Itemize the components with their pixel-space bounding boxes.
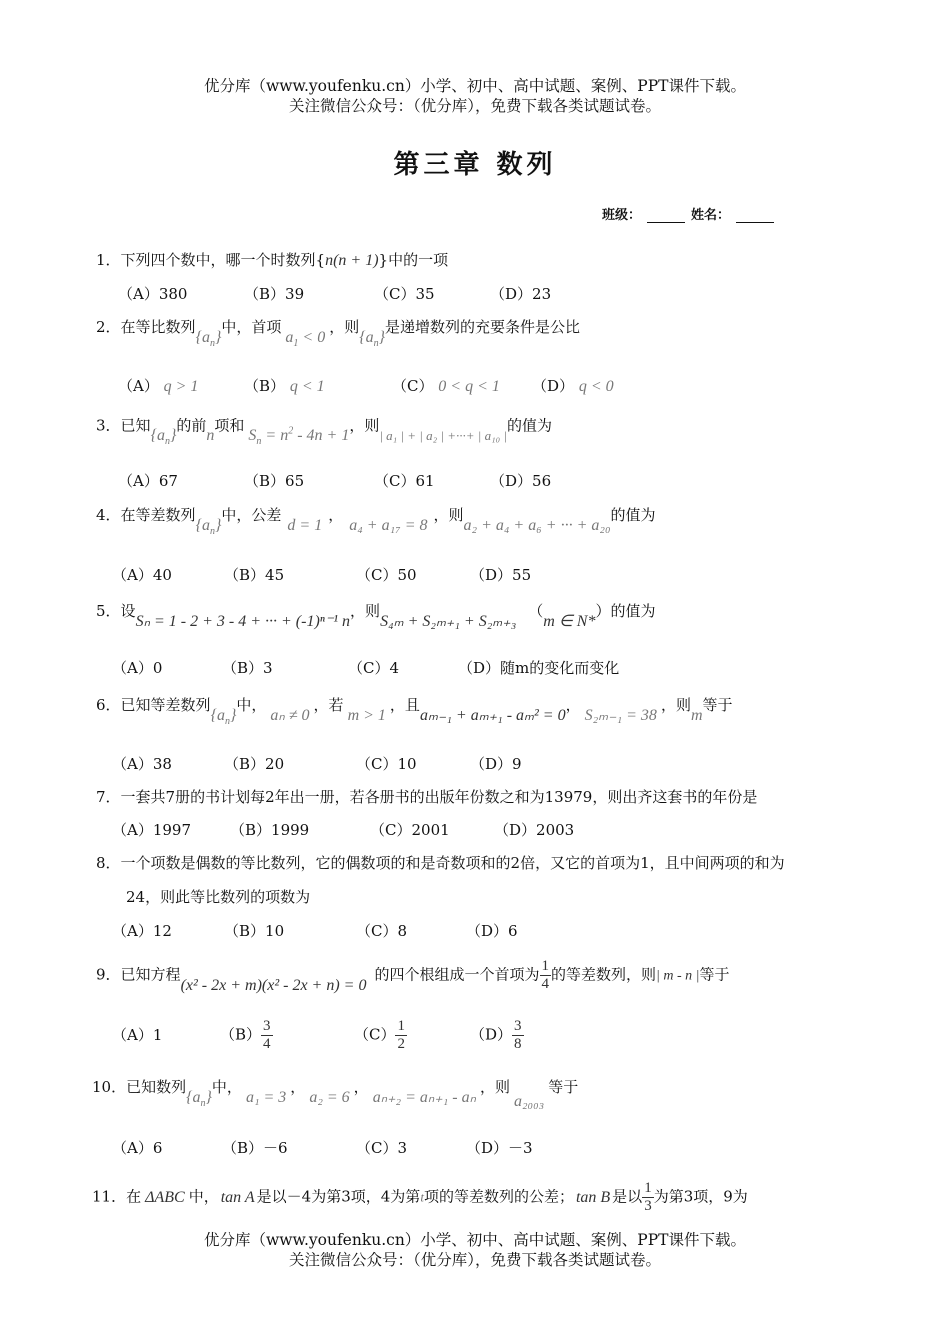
q9-text-c: 的等差数列，则 (551, 965, 657, 984)
q4-option-d: （D）55 (470, 566, 532, 584)
q10-text-a: 已知数列 (126, 1078, 187, 1096)
q5-sum-expr: S₄ₘ + S₂ₘ₊₁ + S₂ₘ₊₃ (380, 613, 517, 630)
question-10 (92, 1076, 579, 1110)
q2-option-b: （B） q < 1 (244, 377, 325, 395)
q9-option-d: （D） $\frac{3}{8}$ (470, 1018, 522, 1052)
q7-option-b: （B）1999 (230, 821, 310, 839)
q11-number: 11． (92, 1187, 127, 1206)
q10-option-d: （D）－3 (466, 1139, 533, 1157)
q10-option-c: （C）3 (356, 1139, 408, 1157)
q8-option-b: （B）10 (224, 922, 285, 940)
q3-option-a: （A）67 (118, 472, 178, 490)
q1-expr: n(n + 1) (325, 252, 379, 269)
q5-m-in: m ∈ N* (543, 613, 596, 630)
q11-text-c: 是以－4为第3项，4为第 (256, 1187, 421, 1206)
q1-text-b: }中的一项 (378, 251, 449, 269)
q4-cond-expr: a₄ + a₁₇ = 8 (349, 517, 428, 534)
q3-text-a: 已知 (120, 416, 151, 435)
header-line-1: 优分库（www.youfenku.cn）小学、初中、高中试题、案例、PPT课件下载。 (203, 77, 747, 95)
q8-option-d: （D）6 (466, 922, 518, 940)
footer-line-1: 优分库（www.youfenku.cn）小学、初中、高中试题、案例、PPT课件下载。 (203, 1231, 747, 1249)
q6-e1: aₙ ≠ 0 (270, 707, 310, 724)
q1-option-b: （B）39 (244, 285, 305, 303)
q11-text-e: 是以 (612, 1187, 643, 1206)
question-3 (96, 411, 552, 448)
q5-option-a: （A）0 (112, 659, 163, 677)
q6-text-g: 等于 (702, 696, 733, 714)
q5-option-d: （D）随m的变化而变化 (458, 659, 620, 677)
q9-text-a: 已知方程 (120, 965, 181, 984)
question-5 (96, 600, 656, 630)
q2-option-d: （D） q < 0 (532, 377, 614, 395)
q3-seq: $\{a_n\}$ (150, 427, 177, 448)
q11-text-b: 中， (188, 1187, 219, 1206)
q8-option-c: （C）8 (356, 922, 408, 940)
header-line-2: 关注微信公众号：（优分库），免费下载各类试题试卷。 (288, 97, 661, 115)
class-blank (647, 210, 685, 223)
q5-option-b: （B）3 (222, 659, 273, 677)
q11-tanB: tan B (575, 1188, 611, 1206)
q3-number: 3． (96, 416, 121, 435)
question-8-line-2: 24，则此等比数列的项数为 (126, 888, 311, 906)
question-8 (96, 852, 785, 874)
q2-text-d: 是递增数列的充要条件是公比 (385, 318, 581, 336)
question-4 (96, 504, 656, 538)
q10-seq: $\{a_n\}$ (186, 1089, 212, 1110)
q5-option-c: （C）4 (348, 659, 400, 677)
question-2 (96, 316, 581, 350)
q2-cond: $a_1 < 0$ (285, 329, 326, 350)
q5-text-d: ）的值为 (595, 602, 656, 620)
q2-option-a: （A） q > 1 (118, 377, 199, 395)
q2-text-c: ，则 (329, 318, 360, 336)
q11-triangle: ΔABC (145, 1188, 185, 1206)
q4-option-c: （C）50 (356, 566, 417, 584)
q4-option-b: （B）45 (224, 566, 285, 584)
q11-text-d: 项的等差数列的公差； (423, 1187, 574, 1206)
q4-text-a: 在等差数列 (120, 506, 196, 524)
q5-number: 5． (96, 602, 121, 620)
q2-option-c: （C） 0 < q < 1 (392, 377, 500, 395)
q10-e2: a₂ = 6 (309, 1089, 350, 1106)
question-6 (96, 694, 733, 728)
q10-number: 10． (92, 1078, 127, 1096)
q10-e1: a₁ = 3 (245, 1089, 287, 1106)
q3-option-c: （C）61 (374, 472, 435, 490)
q3-option-d: （D）56 (490, 472, 552, 490)
q7-option-c: （C）2001 (370, 821, 450, 839)
q2-number: 2． (96, 318, 121, 336)
q1-text-a: 下列四个数中，哪一个时数列{ (120, 251, 326, 269)
q6-text-f: ，则 (660, 696, 691, 714)
q6-e2: m > 1 (347, 707, 386, 724)
q4-text-b: 中，公差 (221, 506, 282, 524)
q10-option-a: （A）6 (112, 1139, 163, 1157)
q8-option-a: （A）12 (112, 922, 172, 940)
q7-option-a: （A）1997 (112, 821, 192, 839)
q4-number: 4． (96, 506, 121, 524)
q9-option-b: （B） $\frac{3}{4}$ (220, 1018, 271, 1052)
q5-text-b: ，则 (350, 602, 381, 620)
q11-fraction: $\frac{1}{3}$ (644, 1180, 652, 1214)
q4-text-d: ，则 (433, 506, 464, 524)
q5-text-c: （ (528, 602, 544, 620)
q6-text-a: 已知等差数列 (120, 696, 211, 714)
page-title: 第三章 数列 (393, 150, 557, 180)
q9-option-a: （A）1 (112, 1026, 163, 1044)
q8-number: 8． (96, 854, 121, 872)
q5-text-a: 设 (120, 602, 136, 620)
q1-option-c: （C）35 (374, 285, 435, 303)
q11-tanA: tan A (220, 1188, 255, 1206)
question-11 (92, 1180, 748, 1215)
q10-option-b: （B）－6 (222, 1139, 288, 1157)
q4-text-e: 的值为 (610, 506, 656, 524)
q10-text-c: ， (290, 1078, 306, 1096)
q6-e3: aₘ₋₁ + aₘ₊₁ - aₘ² = 0 (419, 707, 566, 724)
class-label: 班级： (601, 208, 641, 223)
q3-text-c: 项和 (214, 416, 245, 435)
footer-line-2: 关注微信公众号：（优分库），免费下载各类试题试卷。 (288, 1251, 661, 1269)
q9-fraction: $\frac{1}{4}$ (541, 958, 549, 992)
q11-t: t (420, 1189, 424, 1205)
q9-text-d: 等于 (699, 965, 730, 984)
q9-number: 9． (96, 965, 121, 984)
q6-option-c: （C）10 (356, 755, 417, 773)
q2-seq: $\{a_n\}$ (195, 329, 222, 350)
q6-m: m (690, 707, 703, 724)
q6-number: 6． (96, 696, 121, 714)
q4-text-c: ， (328, 506, 344, 524)
q4-sum-expr: a₂ + a₄ + a₆ + ··· + a₂₀ (463, 517, 611, 534)
q10-text-b: 中， (211, 1078, 242, 1096)
q4-option-a: （A）40 (112, 566, 172, 584)
q3-abs-expr: | a₁ | + | a₂ | +···+ | a₁₀ | (379, 428, 507, 444)
q6-text-d: ，且 (389, 696, 420, 714)
q6-option-a: （A）38 (112, 755, 172, 773)
q6-option-d: （D）9 (470, 755, 522, 773)
q3-text-b: 的前 (176, 416, 207, 435)
q1-number: 1． (96, 251, 121, 269)
q1-option-d: （D）23 (490, 285, 552, 303)
q6-option-b: （B）20 (224, 755, 285, 773)
q11-text-f: 为第3项，9为 (653, 1187, 748, 1206)
name-blank (736, 210, 774, 223)
q2-seq-2: $\{a_n\}$ (359, 329, 386, 350)
q11-text-a: 在 (126, 1187, 142, 1206)
q10-e4: a₂₀₀₃ (513, 1093, 545, 1110)
q3-text-e: 的值为 (506, 416, 552, 435)
q6-text-e: ， (565, 696, 581, 714)
question-9 (96, 958, 730, 993)
q1-option-a: （A）380 (118, 285, 188, 303)
q4-seq: $\{a_n\}$ (195, 517, 222, 538)
name-label: 姓名： (690, 208, 730, 223)
q8-text-line1: 一个项数是偶数的等比数列，它的偶数项的和是奇数项和的2倍，又它的首项为1，且中间两项的和为 (120, 854, 785, 872)
q10-e3: aₙ₊₂ = aₙ₊₁ - aₙ (372, 1089, 476, 1106)
q3-sum-formula: $S_n = n^2 - 4n + 1$ (248, 426, 350, 448)
q2-text-a: 在等比数列 (120, 318, 196, 336)
q6-text-b: 中， (236, 696, 267, 714)
question-7 (96, 786, 757, 808)
q10-text-d: ， (353, 1078, 369, 1096)
q6-text-c: ，若 (313, 696, 344, 714)
q7-text: 一套共7册的书计划每2年出一册，若各册书的出版年份数之和为13979，则出齐这套书的年份是 (120, 788, 758, 806)
q2-text-b: 中，首项 (221, 318, 282, 336)
question-1 (96, 249, 448, 272)
q7-option-d: （D）2003 (494, 821, 575, 839)
q3-option-b: （B）65 (244, 472, 305, 490)
q5-s-expr: Sₙ = 1 - 2 + 3 - 4 + ··· + (-1)ⁿ⁻¹ n (135, 613, 351, 630)
q9-option-c: （C） $\frac{1}{2}$ (354, 1018, 405, 1052)
q7-number: 7． (96, 788, 121, 806)
q10-text-e: ，则 (479, 1078, 510, 1096)
q6-seq: $\{a_n\}$ (210, 707, 237, 728)
q4-d-expr: d = 1 (287, 517, 323, 534)
q10-text-f: 等于 (548, 1078, 579, 1096)
q3-text-d: ，则 (349, 416, 380, 435)
q6-e4: S₂ₘ₋₁ = 38 (584, 707, 657, 724)
q9-abs: | m - n | (656, 968, 700, 984)
q3-n: n (206, 427, 215, 445)
q9-equation: (x² - 2x + m)(x² - 2x + n) = 0 (180, 976, 367, 994)
q9-text-b: 的四个根组成一个首项为 (374, 965, 540, 984)
class-name-line (602, 204, 780, 223)
